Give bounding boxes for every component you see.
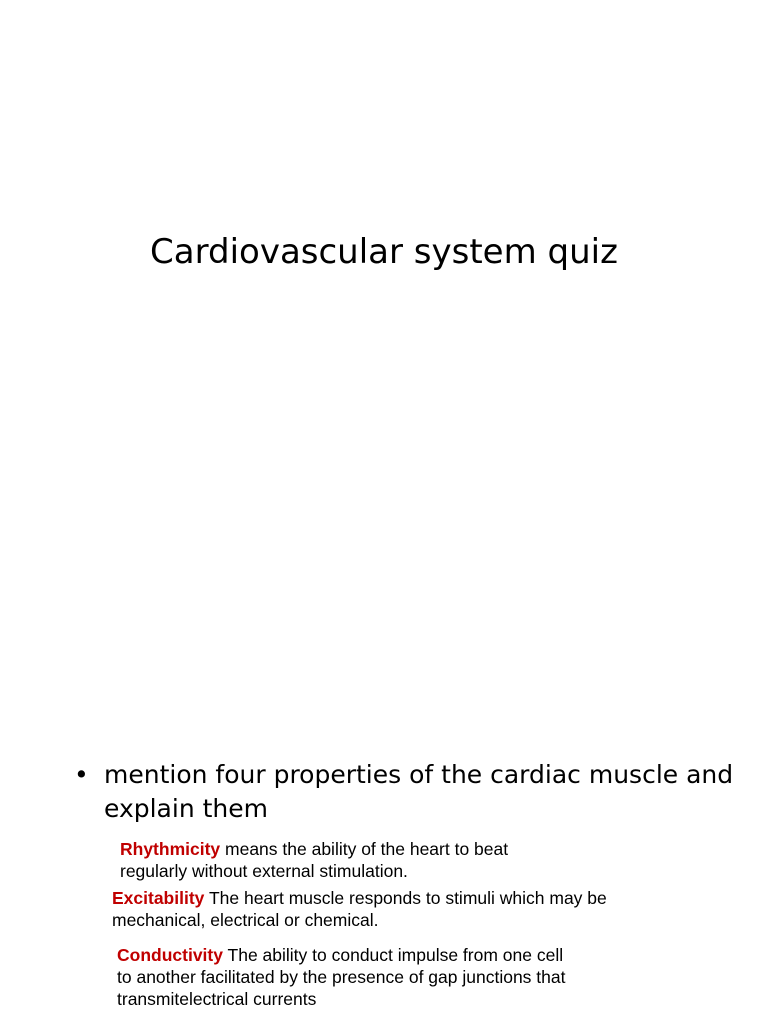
definition-text: The heart muscle responds to stimuli which may be mechanical, electrical or chemical. — [112, 888, 607, 930]
bullet-symbol: • — [74, 760, 89, 789]
definition-term: Conductivity — [117, 945, 223, 965]
definition-text: The ability to conduct impulse from one cell to another facilitated by the presence of gap junctions that transmitelectrical currents — [117, 945, 566, 1009]
definition-excitability — [112, 887, 612, 931]
definition-text: means the ability of the heart to beat regularly without external stimulation. — [120, 839, 509, 881]
definition-conductivity — [117, 944, 577, 1010]
bullet-item — [74, 758, 744, 826]
definition-rhythmicity — [120, 838, 580, 882]
definition-term: Excitability — [112, 888, 205, 908]
bullet-text: mention four properties of the cardiac muscle and explain them — [104, 760, 734, 823]
bullet-list — [74, 758, 744, 826]
slide-title: Cardiovascular system quiz — [150, 232, 618, 272]
definition-term: Rhythmicity — [120, 839, 221, 859]
